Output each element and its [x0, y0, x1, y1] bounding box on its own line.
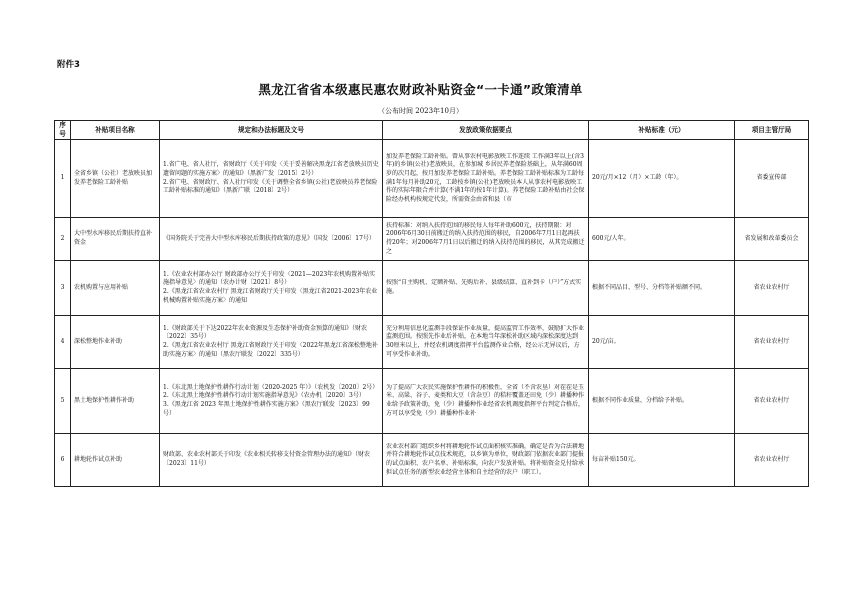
row-department: 省农业农村厅 [735, 434, 809, 487]
table-header-row [55, 121, 809, 140]
header-standard: 补贴标准（元） [589, 121, 735, 140]
row-basis [383, 218, 589, 261]
row-item-name: 黑土地保护性耕作补助 [71, 369, 160, 434]
regulation-line: 1.《财政部关于下达2022年农业资源及生态保护补助资金预算的通知》（财农〔2022〕35号） [163, 324, 367, 341]
page-title: 黑龙江省省本级惠民惠农财政补贴资金“一卡通”政策清单 [258, 82, 583, 97]
table-row [55, 434, 809, 487]
header-department: 项目主管厅局 [735, 121, 809, 140]
row-basis [383, 140, 589, 218]
row-standard: 根据不同作业质量，分档给予补贴。 [589, 369, 735, 434]
header-regulations: 规定和办法标题及文号 [160, 121, 383, 140]
row-regulations [160, 369, 383, 434]
basis-text: 扶持标准：对纳入扶持范围的移民每人每年补助600元，扶持期限：对2006年6月30日前搬迁的纳入扶持范围的移民，自2006年7月1日起再扶持20年；对2006年7月1日以后搬迁的纳入扶持范围的移民，从其完成搬迁之 [386, 221, 585, 255]
row-regulations [160, 434, 383, 487]
policy-table [54, 120, 809, 487]
row-basis [383, 434, 589, 487]
row-basis [383, 316, 589, 369]
row-item-name: 农机购置与应用补贴 [71, 261, 160, 316]
row-regulations [160, 316, 383, 369]
table-row [55, 218, 809, 261]
row-index: 5 [55, 369, 71, 434]
table-row [55, 140, 809, 218]
basis-text: 按照“自主购机、定额补贴、先购后补、县级结算、直补到卡（户）”方式实施。 [386, 279, 582, 295]
regulation-line: 《国务院关于完善大中型水库移民后期扶持政策的意见》（国发〔2006〕17号） [163, 234, 375, 242]
publish-time: （公布时间 2023年10月） [378, 107, 463, 115]
row-regulations [160, 261, 383, 316]
row-standard: 20元/月×12（月）×工龄（年）。 [589, 140, 735, 218]
row-item-name: 耕地轮作试点补助 [71, 434, 160, 487]
table-row [55, 261, 809, 316]
row-index: 4 [55, 316, 71, 369]
row-department: 省农业农村厅 [735, 369, 809, 434]
row-item-name: 大中型水库移民后期扶持直补资金 [71, 218, 160, 261]
row-index: 3 [55, 261, 71, 316]
row-basis [383, 369, 589, 434]
header-basis: 发放政策依据要点 [383, 121, 589, 140]
row-item-name: 全省乡镇（公社）老放映员加发养老保险工龄补贴 [71, 140, 160, 218]
regulation-line: 1.《东北黑土地保护性耕作行动计划（2020-2025 年）》（农机发〔2020〕2号） [163, 383, 379, 391]
row-basis [383, 261, 589, 316]
regulation-line: 2.《黑龙江省农业农村厅 黑龙江省财政厅关于印发〈2022年黑龙江省深松整地补助实施方案〉的通知（黑农厅联发〔2022〕335号） [163, 342, 378, 358]
row-index: 6 [55, 434, 71, 487]
row-standard: 每亩补贴150元。 [589, 434, 735, 487]
row-department: 省农业农村厅 [735, 261, 809, 316]
basis-text: 加发养老保险工龄补贴。曾从事农村电影放映工作连续 工作满3年以上(含3年)的乡镇(公社)老放映员，在参加城 乡居民养老保险基础上，从年满60周岁的次月起，按月加发养老保险工龄补贴。养老保险工龄补贴标准为工龄每满1年每月补助20元，工龄按乡镇(公社)老放映员本人从事农村电影放映工作的实际年限合并计算(不满1年的按1年计算)。养老保险工龄补贴由社会保险经办机构按规定代发，所需资金由省和县（市 [386, 152, 585, 203]
regulation-line: 1.《农业农村部办公厅 财政部办公厅关于印发〈2021—2023年农机购置补贴实施指导意见〉的通知（农办计财〔2021〕8号） [163, 270, 376, 287]
basis-text: 为了提高广大农民实施保护性耕作的积极性，全省（不含农垦）对茬茬是玉米、高粱、谷子、麦类和大豆（含杂豆）的秸秆覆盖还田免（少）耕播种作业给予政策补助，免（少）耕播种作业经省农机调度指挥平台判定合格后，方可以享受免（少）耕播种作业补 [386, 383, 585, 417]
basis-text: 农业农村部门组织乡村将耕地轮作试点面积核实准确，确定是否为合法耕地并符合耕地轮作试点技术规范，以乡镇为单位，财政部门依据农业部门提报的试点面积、农户名单、补贴标准，向农户发放补贴。将补贴资金兑付给承担试点任务的新型农业经营主体和自主经营的农户（职工）。 [386, 442, 585, 476]
basis-text: 充分利用信息化监测手段保证作业质量，提高监管工作效率，鼓励扩大作业监测范围。按照先作业后补贴，在本地当年深松补助区域内深松深度达到30厘米以上，并经农机调度指挥平台监测作业合格，经公示无异议后，方可享受作业补助。 [386, 324, 585, 358]
row-standard: 600元/人年。 [589, 218, 735, 261]
row-department: 省农业农村厅 [735, 316, 809, 369]
attachment-label: 附件3 [57, 60, 80, 70]
regulation-line: 1.省广电、省人社厅，省财政厅《关于印发〈关于妥善解决黑龙江省老放映员历史遗留问题的实施方案〉的通知》（黑新广发〔2015〕2号） [163, 161, 379, 177]
table-row [55, 369, 809, 434]
regulation-line: 2.省广电、省财政厅、省人社厅印发《关于调整全省乡镇(公社)老放映员养老保险工龄补贴标准的通知》（黑新广联〔2018〕2号） [163, 178, 378, 195]
regulation-line: 2.《黑龙江省农业农村厅 黑龙江省财政厅关于印发〈黑龙江省2021-2023年农业机械购置补贴实施方案〉的通知 [163, 288, 378, 304]
regulation-line: 2.《东北黑土地保护性耕作行动计划实施指导意见》（农办机〔2020〕3号） [163, 392, 365, 400]
row-regulations [160, 140, 383, 218]
row-index: 2 [55, 218, 71, 261]
row-standard: 20元/亩。 [589, 316, 735, 369]
table-row [55, 316, 809, 369]
row-department: 省发展和改革委员会 [735, 218, 809, 261]
row-regulations [160, 218, 383, 261]
row-index: 1 [55, 140, 71, 218]
row-department: 省委宣传部 [735, 140, 809, 218]
regulation-line: 3.《黑龙江省 2023 年黑土地保护性耕作实施方案》（黑农厅联发〔2023〕99 号） [163, 401, 370, 417]
row-standard: 根据不同品目、型号、分档等补贴额不同。 [589, 261, 735, 316]
regulation-line: 财政部、农业农村部关于印发《农业相关转移支付资金管理办法的通知》（财农〔2023〕11号） [163, 451, 371, 467]
header-index: 序号 [55, 121, 71, 140]
row-item-name: 深松整地作业补助 [71, 316, 160, 369]
header-item-name: 补贴项目名称 [71, 121, 160, 140]
